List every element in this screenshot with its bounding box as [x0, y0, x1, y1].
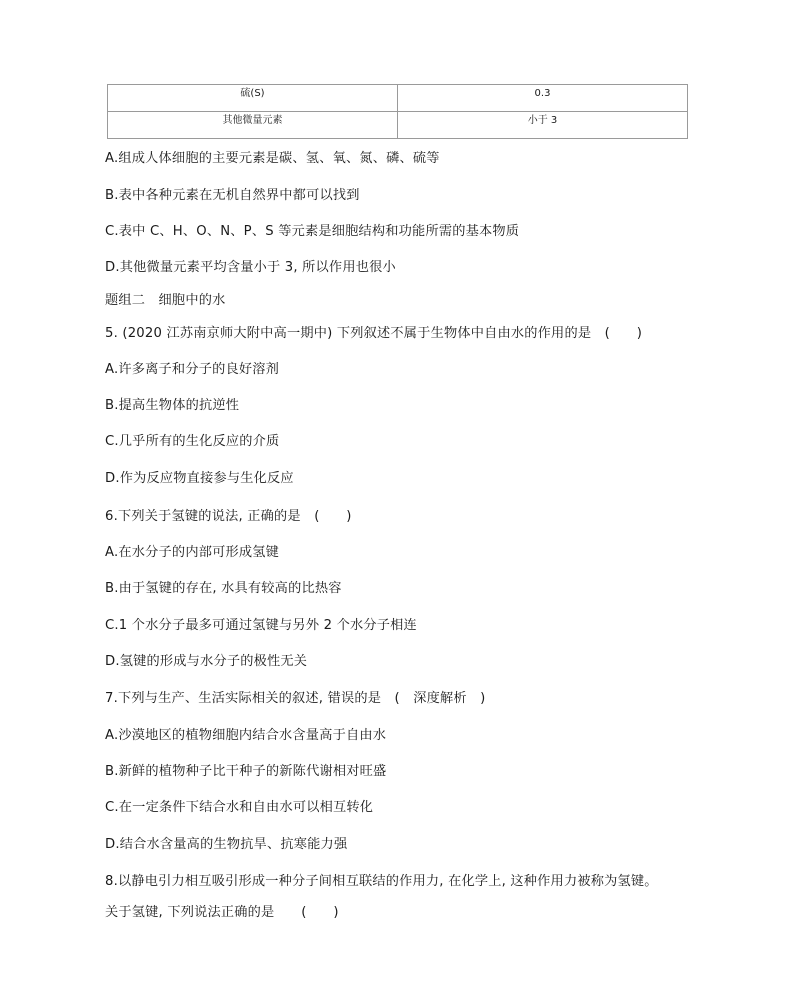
q5-stem: 5. (2020 江苏南京师大附中高一期中) 下列叙述不属于生物体中自由水的作用的是 ( )	[105, 326, 643, 341]
q5-option-c: C.几乎所有的生化反应的介质	[105, 434, 280, 449]
q4-option-c: C.表中 C、H、O、N、P、S 等元素是细胞结构和功能所需的基本物质	[105, 224, 520, 239]
q6-option-c: C.1 个水分子最多可通过氢键与另外 2 个水分子相连	[105, 618, 417, 633]
q6-option-d: D.氢键的形成与水分子的极性无关	[105, 654, 308, 669]
q8-stem-line2: 关于氢键, 下列说法正确的是 ( )	[105, 905, 339, 920]
q7-option-d: D.结合水含量高的生物抗旱、抗寒能力强	[105, 837, 348, 852]
q7-stem: 7.下列与生产、生活实际相关的叙述, 错误的是 ( 深度解析 )	[105, 691, 486, 706]
q6-option-b: B.由于氢键的存在, 水具有较高的比热容	[105, 581, 342, 596]
q6-option-a: A.在水分子的内部可形成氢键	[105, 545, 280, 560]
element-content-table	[107, 84, 688, 139]
table-cell-value: 小于 3	[398, 112, 688, 139]
q5-option-b: B.提高生物体的抗逆性	[105, 398, 240, 413]
q4-option-a: A.组成人体细胞的主要元素是碳、氢、氧、氮、磷、硫等	[105, 151, 440, 166]
table-row	[108, 85, 688, 112]
table-cell-element: 其他微量元素	[108, 112, 398, 139]
q6-stem: 6.下列关于氢键的说法, 正确的是 ( )	[105, 509, 352, 524]
q8-stem-line1: 8.以静电引力相互吸引形成一种分子间相互联结的作用力, 在化学上, 这种作用力被称为氢键。	[105, 874, 658, 889]
q7-option-c: C.在一定条件下结合水和自由水可以相互转化	[105, 800, 374, 815]
q5-option-d: D.作为反应物直接参与生化反应	[105, 471, 294, 486]
q4-option-d: D.其他微量元素平均含量小于 3, 所以作用也很小	[105, 260, 396, 275]
q7-option-b: B.新鲜的植物种子比干种子的新陈代谢相对旺盛	[105, 764, 387, 779]
q5-option-a: A.许多离子和分子的良好溶剂	[105, 362, 280, 377]
table-cell-value: 0.3	[398, 85, 688, 112]
q4-option-b: B.表中各种元素在无机自然界中都可以找到	[105, 188, 360, 203]
table-row	[108, 112, 688, 139]
table-cell-element: 硫(S)	[108, 85, 398, 112]
section-heading: 题组二 细胞中的水	[105, 293, 226, 308]
q7-option-a: A.沙漠地区的植物细胞内结合水含量高于自由水	[105, 728, 387, 743]
